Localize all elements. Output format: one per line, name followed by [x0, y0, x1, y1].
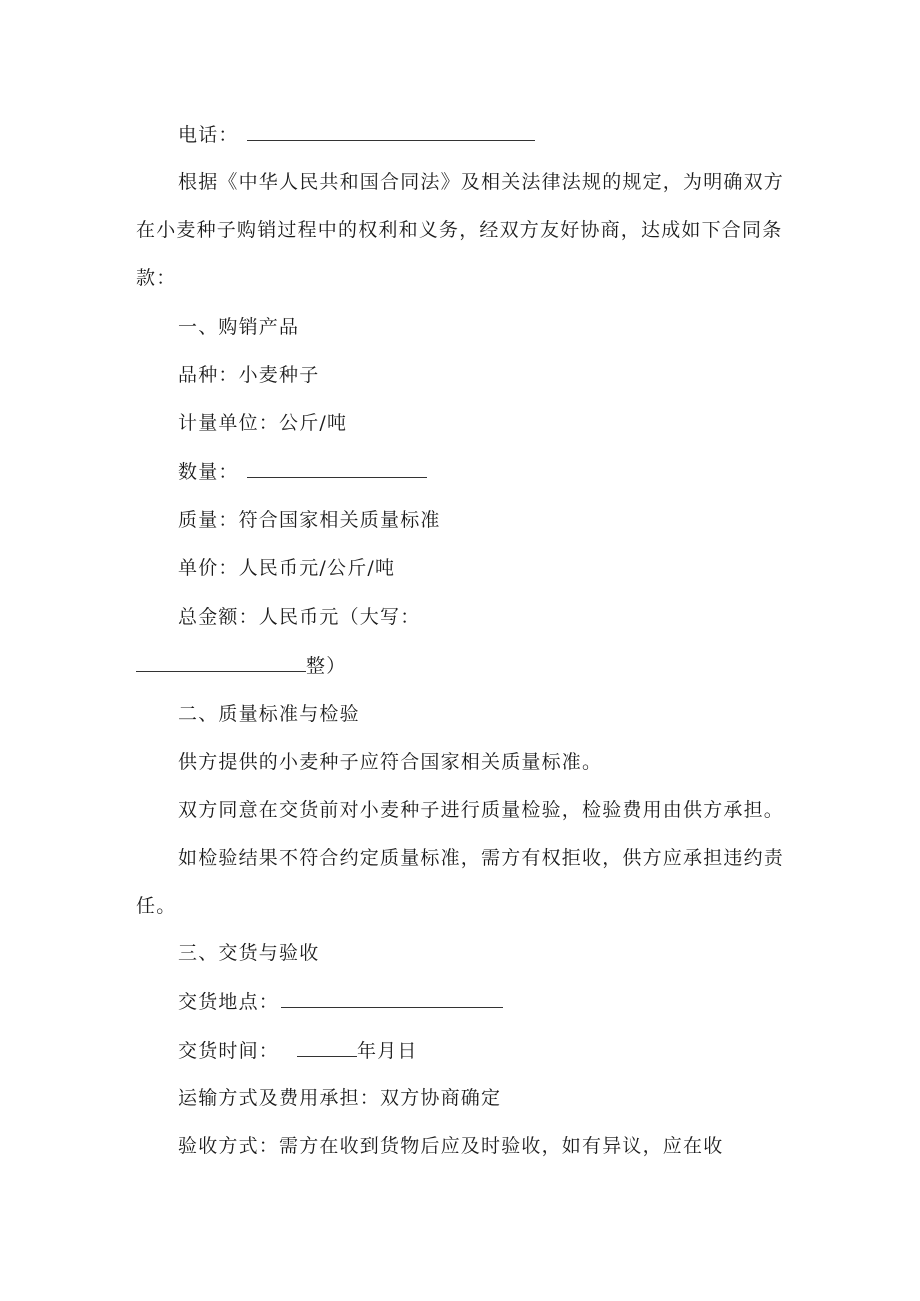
delivery-place-label: 交货地点：: [178, 991, 280, 1013]
total-line: 总金额：人民币元（大写：: [178, 606, 421, 628]
section-2-para-2: 双方同意在交货前对小麦种子进行质量检验，检验费用由供方承担。: [178, 799, 785, 821]
delivery-time-line: [0, 1038, 920, 1063]
quantity-label: 数量：: [178, 461, 239, 483]
section-3-heading: 三、交货与验收: [178, 942, 320, 964]
phone-label: 电话：: [178, 124, 239, 146]
section-2-heading: 二、质量标准与检验: [178, 703, 360, 725]
quantity-line: [0, 459, 920, 484]
phone-line: [0, 122, 920, 147]
delivery-year-blank[interactable]: [297, 1038, 357, 1057]
variety-line: 品种：小麦种子: [178, 364, 320, 386]
transport-line: 运输方式及费用承担：双方协商确定: [178, 1087, 502, 1109]
total-amount-blank[interactable]: [136, 653, 306, 672]
delivery-place-blank[interactable]: [281, 989, 503, 1008]
preamble-line-1: 根据《中华人民共和国合同法》及相关法律法规的规定，为明确双方: [178, 171, 785, 193]
total-amount-line: [0, 653, 920, 678]
quality-line: 质量：符合国家相关质量标准: [178, 509, 441, 531]
preamble-line-3: 款：: [136, 267, 177, 289]
section-1-heading: 一、购销产品: [178, 316, 300, 338]
preamble-line-2: 在小麦种子购销过程中的权利和义务，经双方友好协商，达成如下合同条: [136, 219, 783, 241]
delivery-place-line: [0, 989, 920, 1014]
phone-blank[interactable]: [247, 122, 535, 141]
quantity-blank[interactable]: [247, 459, 427, 478]
unit-price-line: 单价：人民币元/公斤/吨: [178, 557, 396, 579]
unit-line: 计量单位：公斤/吨: [178, 412, 348, 434]
section-2-para-3a: 如检验结果不符合约定质量标准，需方有权拒收，供方应承担违约责: [178, 847, 785, 869]
section-2-para-1: 供方提供的小麦种子应符合国家相关质量标准。: [178, 751, 603, 773]
section-2-para-3b: 任。: [136, 895, 177, 917]
delivery-time-label: 交货时间：: [178, 1040, 280, 1062]
delivery-time-suffix: 年月日: [357, 1040, 418, 1062]
total-end: 整）: [306, 655, 347, 677]
acceptance-line: 验收方式：需方在收到货物后应及时验收，如有异议，应在收: [178, 1135, 724, 1157]
